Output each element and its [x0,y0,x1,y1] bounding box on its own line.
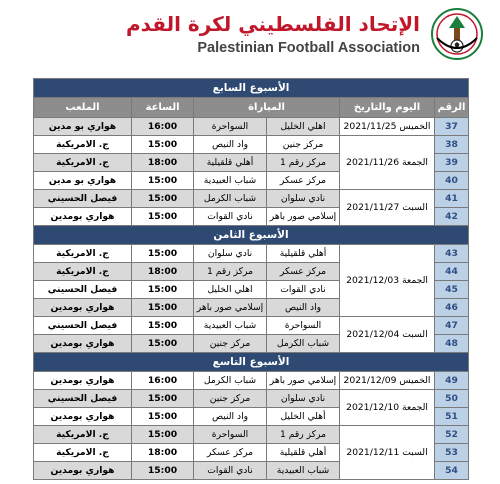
away-team: مركز رقم 1 [194,263,267,280]
match-time: 15:00 [132,208,194,226]
match-time: 15:00 [132,245,194,263]
away-team: شباب الكرمل [194,372,267,389]
header-venue: الملعب [34,98,132,118]
match-time: 18:00 [132,263,194,281]
match-teams [194,172,340,190]
away-team: أهلي قلقيلية [194,154,267,171]
match-teams [194,118,340,136]
week-title: الأسبوع الثامن [34,226,469,245]
away-team: واد النيص [194,136,267,153]
column-header-row [34,98,469,118]
match-time: 15:00 [132,136,194,154]
home-team: نادي القوات [280,284,326,295]
away-team: السواحرة [194,118,267,135]
match-date: الخميس 2021/11/25 [340,118,435,136]
match-time: 16:00 [132,372,194,390]
match-venue: هواري بومدين [34,372,132,390]
match-venue: فيصل الحسيني [34,390,132,408]
org-name-arabic: الإتحاد الفلسطيني لكرة القدم [125,12,420,36]
home-team: واد النيص [284,302,322,313]
week-title: الأسبوع التاسع [34,353,469,372]
match-time: 18:00 [132,154,194,172]
match-teams [194,444,340,462]
match-time: 15:00 [132,172,194,190]
match-row [34,317,469,335]
match-teams [194,426,340,444]
away-team: نادي القوات [194,462,267,479]
match-date: السبت 2021/12/04 [340,317,435,353]
match-venue: ج. الامريكية [34,444,132,462]
match-venue: هواري بو مدين [34,172,132,190]
match-teams [194,263,340,281]
home-team: أهلي قلقيلية [279,447,327,458]
match-time: 15:00 [132,408,194,426]
home-team: أهلي قلقيلية [279,248,327,259]
away-team: مركز جنين [194,390,267,407]
match-row [34,190,469,208]
home-team: مركز عسكر [279,266,327,277]
home-team: نادي سلوان [280,393,326,404]
home-team: إسلامي صور باهر [269,375,337,386]
match-time: 15:00 [132,390,194,408]
match-date: الخميس 2021/12/09 [340,372,435,390]
org-name-english: Palestinian Football Association [197,40,420,56]
match-teams [194,390,340,408]
match-date: الجمعة 2021/12/10 [340,390,435,426]
week-title: الأسبوع السابع [34,79,469,98]
match-venue: فيصل الحسيني [34,190,132,208]
match-venue: هواري بو مدين [34,118,132,136]
match-number: 44 [435,263,469,281]
match-venue: ج. الامريكية [34,245,132,263]
match-row [34,372,469,390]
match-venue: هواري بومدين [34,208,132,226]
away-team: شباب العبيدية [194,317,267,334]
week-header-row [34,79,469,98]
match-time: 15:00 [132,335,194,353]
away-team: واد النيص [194,408,267,425]
away-team: شباب العبيدية [194,172,267,189]
match-row [34,245,469,263]
match-number: 42 [435,208,469,226]
match-teams [194,208,340,226]
match-teams [194,372,340,390]
home-team: مركز رقم 1 [279,157,327,168]
match-date: الجمعة 2021/11/26 [340,136,435,190]
home-team: شباب العبيدية [276,465,330,476]
match-teams [194,299,340,317]
match-date: السبت 2021/11/27 [340,190,435,226]
match-number: 38 [435,136,469,154]
match-number: 45 [435,281,469,299]
away-team: إسلامي صور باهر [194,299,267,316]
match-time: 15:00 [132,299,194,317]
match-number: 41 [435,190,469,208]
match-number: 54 [435,462,469,480]
match-number: 43 [435,245,469,263]
match-venue: هواري بومدين [34,299,132,317]
match-number: 50 [435,390,469,408]
match-number: 51 [435,408,469,426]
week-header-row [34,353,469,372]
palestinian-football-association-logo [431,8,483,60]
match-number: 40 [435,172,469,190]
week-header-row [34,226,469,245]
header-number: الرقم [435,98,469,118]
away-team: شباب الكرمل [194,190,267,207]
match-date: الجمعة 2021/12/03 [340,245,435,317]
home-team: مركز عسكر [279,175,327,186]
header-match: المباراة [194,98,340,118]
match-number: 37 [435,118,469,136]
match-teams [194,408,340,426]
match-teams [194,317,340,335]
match-time: 15:00 [132,426,194,444]
home-team: نادي سلوان [280,193,326,204]
match-time: 18:00 [132,444,194,462]
home-team: أهلي الخليل [280,411,326,422]
match-time: 15:00 [132,317,194,335]
match-number: 52 [435,426,469,444]
away-team: نادي القوات [194,208,267,225]
match-venue: ج. الامريكية [34,426,132,444]
match-venue: هواري بومدين [34,462,132,480]
match-row [34,118,469,136]
away-team: نادي سلوان [194,245,267,262]
away-team: مركز جنين [194,335,267,352]
match-time: 15:00 [132,190,194,208]
match-time: 15:00 [132,462,194,480]
match-number: 47 [435,317,469,335]
away-team: مركز عسكر [194,444,267,461]
home-team: شباب الكرمل [276,338,330,349]
match-number: 46 [435,299,469,317]
match-row [34,136,469,154]
match-venue: فيصل الحسيني [34,281,132,299]
match-venue: هواري بومدين [34,408,132,426]
home-team: السواحرة [284,320,322,331]
match-number: 53 [435,444,469,462]
match-venue: ج. الامريكية [34,136,132,154]
home-team: مركز جنين [282,139,324,150]
match-number: 39 [435,154,469,172]
home-team: اهلي الخليل [280,121,326,132]
match-time: 15:00 [132,281,194,299]
home-team: إسلامي صور باهر [269,211,337,222]
match-date: السبت 2021/12/11 [340,426,435,480]
match-schedule-table [33,78,469,480]
away-team: السواحرة [194,426,267,443]
match-teams [194,190,340,208]
match-venue: ج. الامريكية [34,154,132,172]
match-row [34,426,469,444]
header [0,0,500,78]
match-venue: فيصل الحسيني [34,317,132,335]
match-teams [194,462,340,480]
match-teams [194,136,340,154]
match-teams [194,335,340,353]
header-day-date: اليوم والتاريخ [340,98,435,118]
match-venue: ج. الامريكية [34,263,132,281]
match-venue: هواري بومدين [34,335,132,353]
match-teams [194,245,340,263]
match-teams [194,281,340,299]
match-number: 49 [435,372,469,390]
match-teams [194,154,340,172]
home-team: مركز رقم 1 [279,429,327,440]
match-time: 16:00 [132,118,194,136]
away-team: اهلي الخليل [194,281,267,298]
match-number: 48 [435,335,469,353]
match-row [34,390,469,408]
header-time: الساعة [132,98,194,118]
